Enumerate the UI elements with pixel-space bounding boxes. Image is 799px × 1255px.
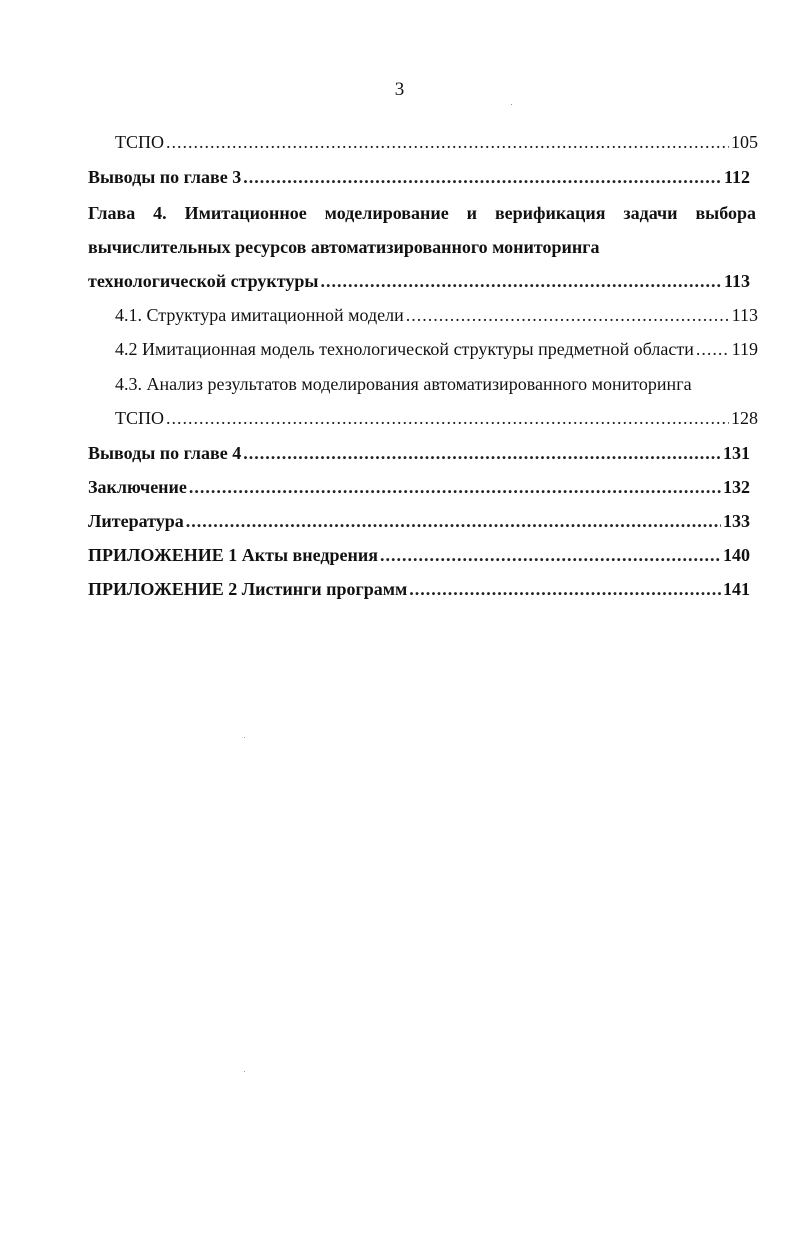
toc-entry-conclusions-3 [88, 165, 750, 189]
toc-entry-label: ТСПО [115, 408, 164, 428]
toc-entry-page: 105 [731, 132, 758, 152]
toc-entry-page: 141 [723, 579, 750, 599]
toc-entry-label: Литература [88, 511, 184, 531]
scan-speck [511, 104, 512, 105]
toc-entry-label: Выводы по главе 3 [88, 167, 242, 187]
dot-leader [243, 441, 721, 465]
toc-entry-section-4-1 [115, 303, 758, 327]
scan-speck [244, 1071, 245, 1072]
toc-entry-conclusions-4 [88, 441, 750, 465]
toc-entry-label: 4.2 Имитационная модель технологической структуры предметной области [115, 339, 694, 359]
toc-entry-page: 132 [723, 477, 750, 497]
page-number: 3 [394, 79, 405, 100]
toc-entry-label: ТСПО [115, 132, 164, 152]
scan-speck [244, 737, 245, 738]
toc-entry-label: 4.1. Структура имитационной модели [115, 305, 404, 325]
toc-entry-page: 113 [731, 305, 758, 325]
toc-entry-label: ПРИЛОЖЕНИЕ 1 Акты внедрения [88, 545, 378, 565]
toc-entry-label: технологической структуры [88, 271, 319, 291]
dot-leader [186, 509, 721, 533]
toc-entry-section-4-3-line2 [115, 406, 758, 430]
dot-leader [166, 406, 729, 430]
toc-entry-page: 128 [731, 408, 758, 428]
toc-entry-chapter-4-line3 [88, 269, 750, 293]
toc-entry-conclusion [88, 475, 750, 499]
toc-entry-page: 112 [723, 167, 750, 187]
toc-entry-chapter-4-line1: Глава 4. Имитационное моделирование и верификация задачи выбора [88, 203, 756, 223]
toc-entry-label: Заключение [88, 477, 187, 497]
toc-entry-section-4-2 [115, 337, 758, 361]
toc-entry-page: 131 [723, 443, 750, 463]
toc-entry-chapter-4-line2: вычислительных ресурсов автоматизированного мониторинга [88, 237, 600, 257]
dot-leader [166, 130, 729, 154]
toc-entry-appendix-2 [88, 577, 750, 601]
toc-entry-section-4-3-line1: 4.3. Анализ результатов моделирования автоматизированного мониторинга [115, 374, 692, 394]
dot-leader [189, 475, 721, 499]
dot-leader [406, 303, 730, 327]
toc-entry-page: 133 [723, 511, 750, 531]
dot-leader [320, 269, 722, 293]
dot-leader [409, 577, 721, 601]
toc-entry-literature [88, 509, 750, 533]
toc-entry-page: 140 [723, 545, 750, 565]
toc-entry-label: Выводы по главе 4 [88, 443, 242, 463]
toc-entry-label: ПРИЛОЖЕНИЕ 2 Листинги программ [88, 579, 408, 599]
toc-entry-page: 119 [731, 339, 758, 359]
dot-leader [696, 337, 730, 361]
toc-entry-page: 113 [723, 271, 750, 291]
dot-leader [380, 543, 721, 567]
toc-entry-tspo-1 [115, 130, 758, 154]
toc-entry-appendix-1 [88, 543, 750, 567]
dot-leader [243, 165, 722, 189]
